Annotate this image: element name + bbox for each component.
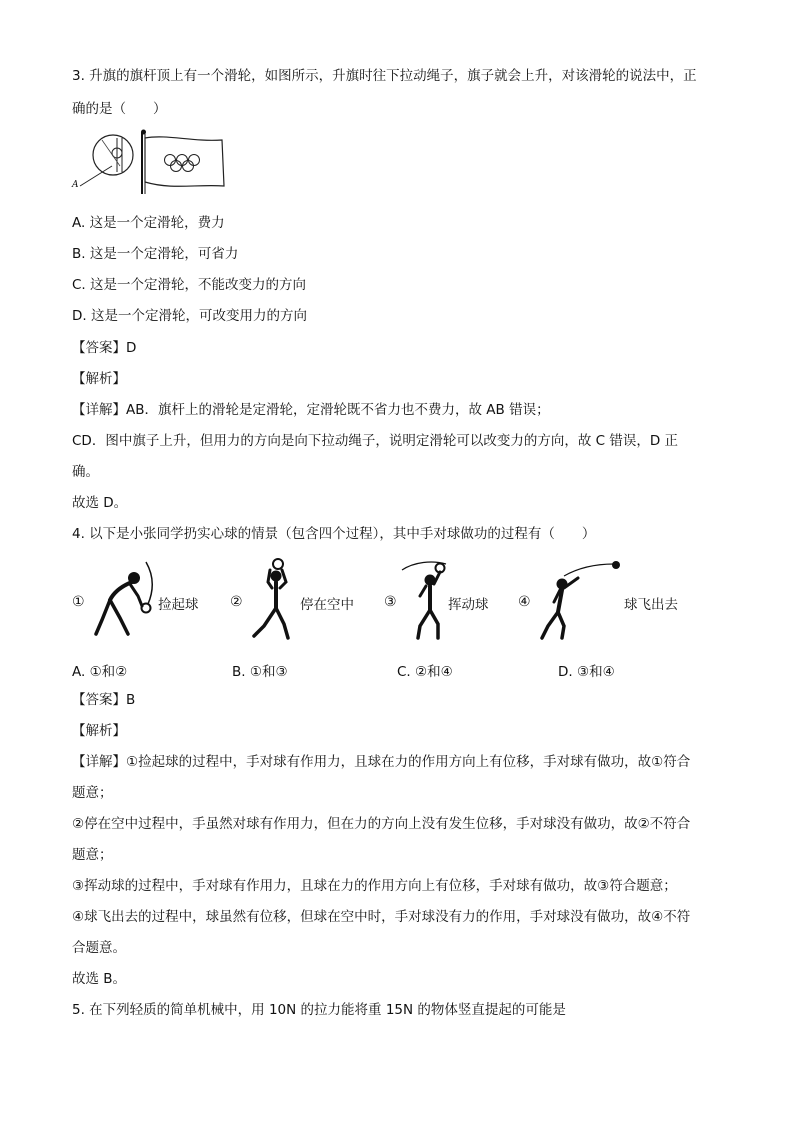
scene-hold-in-air xyxy=(230,556,370,646)
q3-answer: 【答案】D xyxy=(72,340,137,356)
q4-detail-line4: 题意； xyxy=(72,847,113,863)
figure-label-a: A xyxy=(72,180,79,190)
q3-detail-line1: 【详解】AB．旗杆上的滑轮是定滑轮，定滑轮既不省力也不费力，故 AB 错误； xyxy=(72,402,550,418)
scene-number: ④ xyxy=(518,594,531,610)
q3-option-a: A. 这是一个定滑轮，费力 xyxy=(72,215,225,231)
q3-detail-line3: 确。 xyxy=(72,464,99,480)
q3-stem-line1: 3. 升旗的旗杆顶上有一个滑轮，如图所示，升旗时往下拉动绳子，旗子就会上升，对该滑轮的说法中，正 xyxy=(72,68,697,84)
q4-analysis-heading: 【解析】 xyxy=(72,723,126,739)
scene-number: ② xyxy=(230,594,243,610)
q4-option-b: B. ①和③ xyxy=(232,664,288,680)
scene-pick-up-ball xyxy=(72,556,212,646)
q4-detail-line5: ③挥动球的过程中，手对球有作用力，且球在力的作用方向上有位移，手对球有做功，故③符合题意； xyxy=(72,878,677,894)
q4-detail-line7: 合题意。 xyxy=(72,940,126,956)
scene-caption: 球飞出去 xyxy=(624,597,678,613)
scene-number: ③ xyxy=(384,594,397,610)
q4-stem: 4. 以下是小张同学扔实心球的情景（包含四个过程），其中手对球做功的过程有（ ） xyxy=(72,526,596,542)
q4-conclusion: 故选 B。 xyxy=(72,971,127,987)
scene-ball-flying xyxy=(518,556,718,646)
q4-detail-line2: 题意； xyxy=(72,785,113,801)
scene-caption: 挥动球 xyxy=(448,597,489,613)
q5-stem: 5. 在下列轻质的简单机械中，用 10N 的拉力能将重 15N 的物体竖直提起的可能是 xyxy=(72,1002,566,1018)
q3-option-d: D. 这是一个定滑轮，可改变用力的方向 xyxy=(72,308,307,324)
q4-option-c: C. ②和④ xyxy=(397,664,453,680)
q4-detail-line6: ④球飞出去的过程中，球虽然有位移，但球在空中时，手对球没有力的作用，手对球没有做功，故④不符 xyxy=(72,909,691,925)
scene-number: ① xyxy=(72,594,85,610)
q4-answer: 【答案】B xyxy=(72,692,136,708)
scene-swing-ball xyxy=(384,556,524,646)
flagpole-pulley-figure xyxy=(72,126,232,196)
q4-detail-line1: 【详解】①捡起球的过程中，手对球有作用力，且球在力的作用方向上有位移，手对球有做功，故①符合 xyxy=(72,754,691,770)
q3-stem-line2: 确的是（ ） xyxy=(72,101,167,117)
q3-option-c: C. 这是一个定滑轮，不能改变力的方向 xyxy=(72,277,307,293)
stick-figure-holding-icon xyxy=(242,556,302,646)
scene-caption: 捡起球 xyxy=(158,597,199,613)
stick-figure-throwing-icon xyxy=(534,556,624,646)
q3-conclusion: 故选 D。 xyxy=(72,495,128,511)
q3-option-b: B. 这是一个定滑轮，可省力 xyxy=(72,246,239,262)
stick-figure-bending-icon xyxy=(86,556,156,646)
scene-caption: 停在空中 xyxy=(300,597,354,613)
q3-analysis-heading: 【解析】 xyxy=(72,371,126,387)
q3-detail-line2: CD．图中旗子上升，但用力的方向是向下拉动绳子，说明定滑轮可以改变力的方向，故 C 错误，D 正 xyxy=(72,433,679,449)
q4-detail-line3: ②停在空中过程中，手虽然对球有作用力，但在力的方向上没有发生位移，手对球没有做功，故②不符合 xyxy=(72,816,691,832)
q4-option-a: A. ①和② xyxy=(72,664,128,680)
q4-option-d: D. ③和④ xyxy=(558,664,615,680)
